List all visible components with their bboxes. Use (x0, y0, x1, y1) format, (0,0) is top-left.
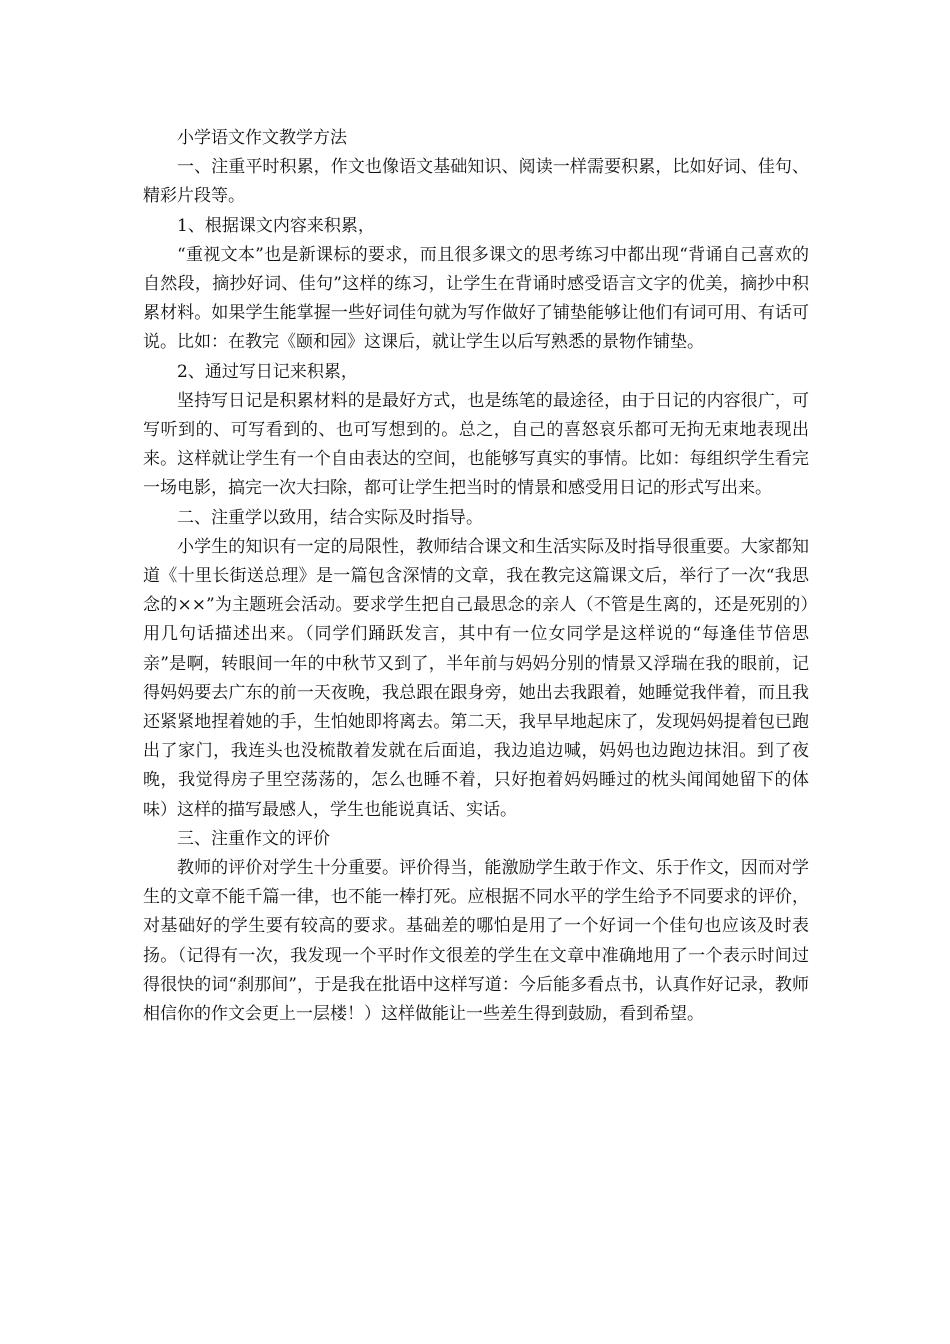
paragraph-text-study: “重视文本”也是新课标的要求，而且很多课文的思考练习中都出现“背诵自己喜欢的自然段，摘抄好词、佳句”这样的练习，让学生在背诵时感受语言文字的优美，摘抄中积累材料。如果学生能掌握一些好词佳句就为写作做好了铺垫能够让他们有词可用、有话可说。比如：在教完《颐和园》这课后，就让学生以后写熟悉的景物作铺垫。 (143, 244, 809, 353)
paragraph-diary: 坚持写日记是积累材料的是最好方式，也是练笔的最途径，由于日记的内容很广，可写听到的、可写看到的、也可写想到的。总之，自己的喜怒哀乐都可无拘无束地表现出来。这样就让学生有一个自由表达的空间，也能够写真实的事情。比如：每组织学生看完一场电影，搞完一次大扫除，都可让学生把当时的情景和感受用日记的形式写出来。 (143, 390, 809, 499)
paragraph-practice-example: 小学生的知识有一定的局限性，教师结合课文和生活实际及时指导很重要。大家都知道《十里长街送总理》是一篇包含深情的文章，我在教完这篇课文后，举行了一次“我思念的××”为主题班会活动。要求学生把自己最思念的亲人（不管是生离的，还是死别的）用几句话描述出来。（同学们踊跃发言，其中有一位女同学是这样说的“每逢佳节倍思亲”是啊，转眼间一年的中秋节又到了，半年前与妈妈分别的情景又浮瑞在我的眼前，记得妈妈要去广东的前一天夜晚，我总跟在跟身旁，她出去我跟着，她睡觉我伴着，而且我还紧紧地捏着她的手，生怕她即将离去。第二天，我早早地起床了，发现妈妈提着包已跑出了家门，我连头也没梳散着发就在后面追，我边追边喊，妈妈也边跑边抹泪。到了夜晚，我觉得房子里空荡荡的，怎么也睡不着，只好抱着妈妈睡过的枕头闻闻她留下的体味）这样的描写最感人，学生也能说真话、实话。 (143, 536, 809, 820)
paragraph-evaluation: 教师的评价对学生十分重要。评价得当，能激励学生敢于作文、乐于作文，因而对学生的文章不能千篇一律，也不能一棒打死。应根据不同水平的学生给予不同要求的评价，对基础好的学生要有较高的要求。基础差的哪怕是用了一个好词一个佳句也应该及时表扬。（记得有一次，我发现一个平时作文很差的学生在文章中准确地用了一个表示时间过得很快的词“刹那间”，于是我在批语中这样写道：今后能多看点书，认真作好记录，教师相信你的作文会更上一层楼！）这样做能让一些差生得到鼓励，看到希望。 (143, 858, 809, 1025)
paragraph-section-3-heading: 三、注重作文的评价 (177, 828, 330, 849)
document-title: 小学语文作文教学方法 (177, 128, 347, 148)
document-page (143, 124, 809, 1029)
paragraph-section-2-heading: 二、注重学以致用，结合实际及时指导。 (177, 507, 483, 528)
paragraph-subsection-1-2-heading: 2、通过写日记来积累， (177, 361, 358, 382)
paragraph-subsection-1-1-heading: 1、根据课文内容来积累， (177, 215, 375, 236)
paragraph-section-1-heading: 一、注重平时积累，作文也像语文基础知识、阅读一样需要积累，比如好词、佳句、精彩片段等。 (143, 157, 809, 207)
